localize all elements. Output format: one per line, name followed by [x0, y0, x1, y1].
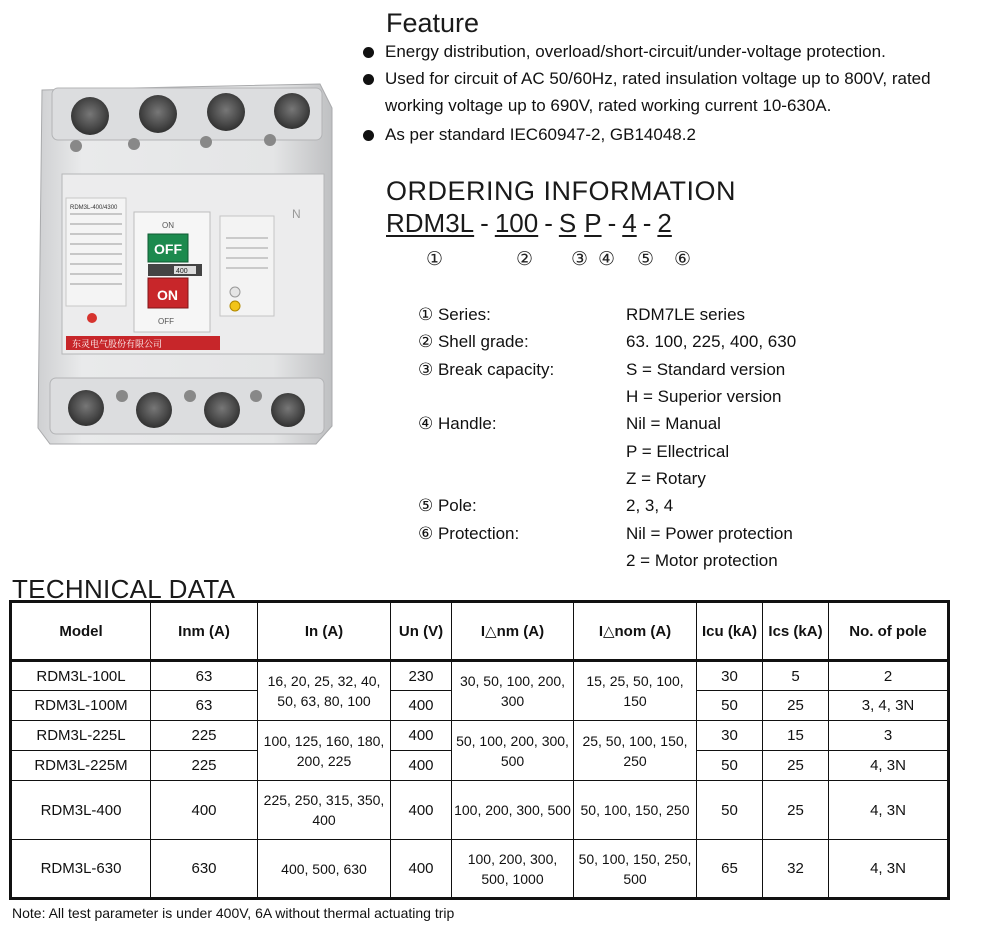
- table-row: [11, 661, 949, 691]
- cell-in: 100, 125, 160, 180, 200, 225: [258, 721, 391, 781]
- code-shell: 100: [494, 208, 539, 238]
- header-model: Model: [11, 602, 151, 661]
- header-in: In (A): [258, 602, 391, 661]
- cell-poles: 3: [829, 721, 949, 751]
- code-separator: -: [607, 208, 617, 238]
- feature-bullet-text: Energy distribution, overload/short-circuit/under-voltage protection.: [385, 42, 886, 61]
- indicator-dot: [87, 313, 97, 323]
- cell-model: RDM3L-400: [11, 781, 151, 840]
- table-row: [11, 840, 949, 899]
- spec-key-break: ③ Break capacity:: [418, 360, 555, 379]
- cell-inm: 400: [151, 781, 258, 840]
- cell-in: 225, 250, 315, 350, 400: [258, 781, 391, 840]
- cell-inm: 63: [151, 691, 258, 721]
- table-header-row: [11, 602, 949, 661]
- circuit-breaker-image: [30, 78, 340, 450]
- cell-icu: 50: [697, 751, 763, 781]
- header-idnm: I△nm (A): [452, 602, 574, 661]
- test-button-icon: [230, 301, 240, 311]
- cell-un: 400: [391, 840, 452, 899]
- marker-1: ①: [426, 249, 444, 270]
- marker-3: ③: [571, 249, 589, 270]
- cell-un: 400: [391, 781, 452, 840]
- cell-model: RDM3L-100L: [11, 661, 151, 691]
- cell-ics: 32: [763, 840, 829, 899]
- off-button-text: OFF: [154, 241, 182, 257]
- spec-value: H = Superior version: [626, 387, 782, 406]
- cell-poles: 4, 3N: [829, 751, 949, 781]
- cell-ics: 5: [763, 661, 829, 691]
- ordering-title: ORDERING INFORMATION: [386, 176, 736, 206]
- bottom-terminals: [50, 378, 324, 434]
- cell-icu: 50: [697, 691, 763, 721]
- spec-value: RDM7LE series: [626, 305, 746, 324]
- cell-poles: 4, 3N: [829, 840, 949, 899]
- cell-icu: 50: [697, 781, 763, 840]
- feature-bullet: [363, 65, 988, 92]
- header-poles: No. of pole: [829, 602, 949, 661]
- cell-poles: 2: [829, 661, 949, 691]
- cell-poles: 3, 4, 3N: [829, 691, 949, 721]
- table-row: [11, 781, 949, 840]
- cell-model: RDM3L-630: [11, 840, 151, 899]
- feature-title: Feature: [386, 8, 480, 38]
- cell-inm: 630: [151, 840, 258, 899]
- spec-value: 2 = Motor protection: [626, 551, 778, 570]
- cell-un: 400: [391, 691, 452, 721]
- cell-icu: 65: [697, 840, 763, 899]
- on-button-text: ON: [157, 287, 178, 303]
- bullet-icon: [363, 130, 374, 141]
- header-idnom: I△nom (A): [574, 602, 697, 661]
- spec-value: Nil = Manual: [626, 414, 721, 433]
- feature-bullet-text: working voltage up to 690V, rated working current 10-630A.: [385, 96, 832, 115]
- cell-model: RDM3L-100M: [11, 691, 151, 721]
- code-separator: -: [544, 208, 553, 238]
- header-un: Un (V): [391, 602, 452, 661]
- technical-data-table: [9, 600, 950, 900]
- spec-value: 63. 100, 225, 400, 630: [626, 332, 797, 351]
- cell-idnm: 30, 50, 100, 200, 300: [452, 661, 574, 721]
- cell-un: 400: [391, 721, 452, 751]
- spec-key-shell: ② Shell grade:: [418, 332, 529, 351]
- cell-idnm: 100, 200, 300, 500: [452, 781, 574, 840]
- maker-text: 东灵电气股份有限公司: [72, 340, 163, 350]
- feature-bullet: [363, 121, 988, 148]
- spec-key-protection: ⑥ Protection:: [418, 524, 520, 543]
- cell-ics: 25: [763, 751, 829, 781]
- cell-un: 230: [391, 661, 452, 691]
- marker-2: ②: [516, 249, 534, 270]
- cell-idnom: 25, 50, 100, 150, 250: [574, 721, 697, 781]
- code-series: RDM3L: [386, 208, 475, 238]
- code-break: S: [558, 208, 577, 238]
- cell-idnom: 50, 100, 150, 250, 500: [574, 840, 697, 899]
- marker-5: ⑤: [637, 249, 655, 270]
- side-n-text: N: [292, 207, 301, 221]
- cell-idnm: 100, 200, 300, 500, 1000: [452, 840, 574, 899]
- spec-value: Nil = Power protection: [626, 524, 793, 543]
- code-handle: P: [584, 208, 602, 238]
- cell-icu: 30: [697, 721, 763, 751]
- feature-bullet: [363, 38, 988, 65]
- cell-inm: 225: [151, 721, 258, 751]
- spec-key-series: ① Series:: [418, 305, 491, 324]
- spec-key-handle: ④ Handle:: [418, 414, 497, 433]
- marker-6: ⑥: [674, 249, 692, 270]
- off-bottom-text: OFF: [158, 317, 174, 326]
- feature-bullet-text: Used for circuit of AC 50/60Hz, rated insulation voltage up to 800V, rated: [385, 69, 931, 88]
- model-plate-text: RDM3L-400/4300: [70, 205, 118, 211]
- spec-key-pole: ⑤ Pole:: [418, 496, 477, 515]
- table-row: [11, 721, 949, 751]
- header-inm: Inm (A): [151, 602, 258, 661]
- spec-value: S = Standard version: [626, 360, 786, 379]
- bullet-icon: [363, 47, 374, 58]
- cell-inm: 225: [151, 751, 258, 781]
- cell-idnm: 50, 100, 200, 300, 500: [452, 721, 574, 781]
- cell-idnom: 15, 25, 50, 100, 150: [574, 661, 697, 721]
- footnote: Note: All test parameter is under 400V, 6A without thermal actuating trip: [12, 905, 455, 921]
- cell-in: 400, 500, 630: [258, 840, 391, 899]
- cell-ics: 25: [763, 691, 829, 721]
- header-ics: Ics (kA): [763, 602, 829, 661]
- spec-value: P = Ellectrical: [626, 442, 730, 461]
- technical-title: TECHNICAL DATA: [12, 574, 236, 604]
- rating-text: 400: [176, 268, 188, 275]
- spec-value: Z = Rotary: [626, 469, 706, 488]
- cell-inm: 63: [151, 661, 258, 691]
- code-protection: 2: [657, 208, 672, 238]
- order-code: [386, 208, 672, 239]
- code-separator: -: [642, 208, 652, 238]
- cell-idnom: 50, 100, 150, 250: [574, 781, 697, 840]
- cell-in: 16, 20, 25, 32, 40, 50, 63, 80, 100: [258, 661, 391, 721]
- spec-value: 2, 3, 4: [626, 496, 674, 515]
- marker-4: ④: [598, 249, 616, 270]
- bullet-icon: [363, 74, 374, 85]
- cell-un: 400: [391, 751, 452, 781]
- feature-bullet-text: As per standard IEC60947-2, GB14048.2: [385, 125, 696, 144]
- on-top-text: ON: [162, 221, 174, 230]
- header-icu: Icu (kA): [697, 602, 763, 661]
- code-pole: 4: [622, 208, 637, 238]
- feature-bullet-continuation: [363, 92, 988, 119]
- cell-ics: 25: [763, 781, 829, 840]
- code-separator: -: [480, 208, 489, 238]
- cell-ics: 15: [763, 721, 829, 751]
- cell-model: RDM3L-225L: [11, 721, 151, 751]
- cell-icu: 30: [697, 661, 763, 691]
- cell-model: RDM3L-225M: [11, 751, 151, 781]
- cell-poles: 4, 3N: [829, 781, 949, 840]
